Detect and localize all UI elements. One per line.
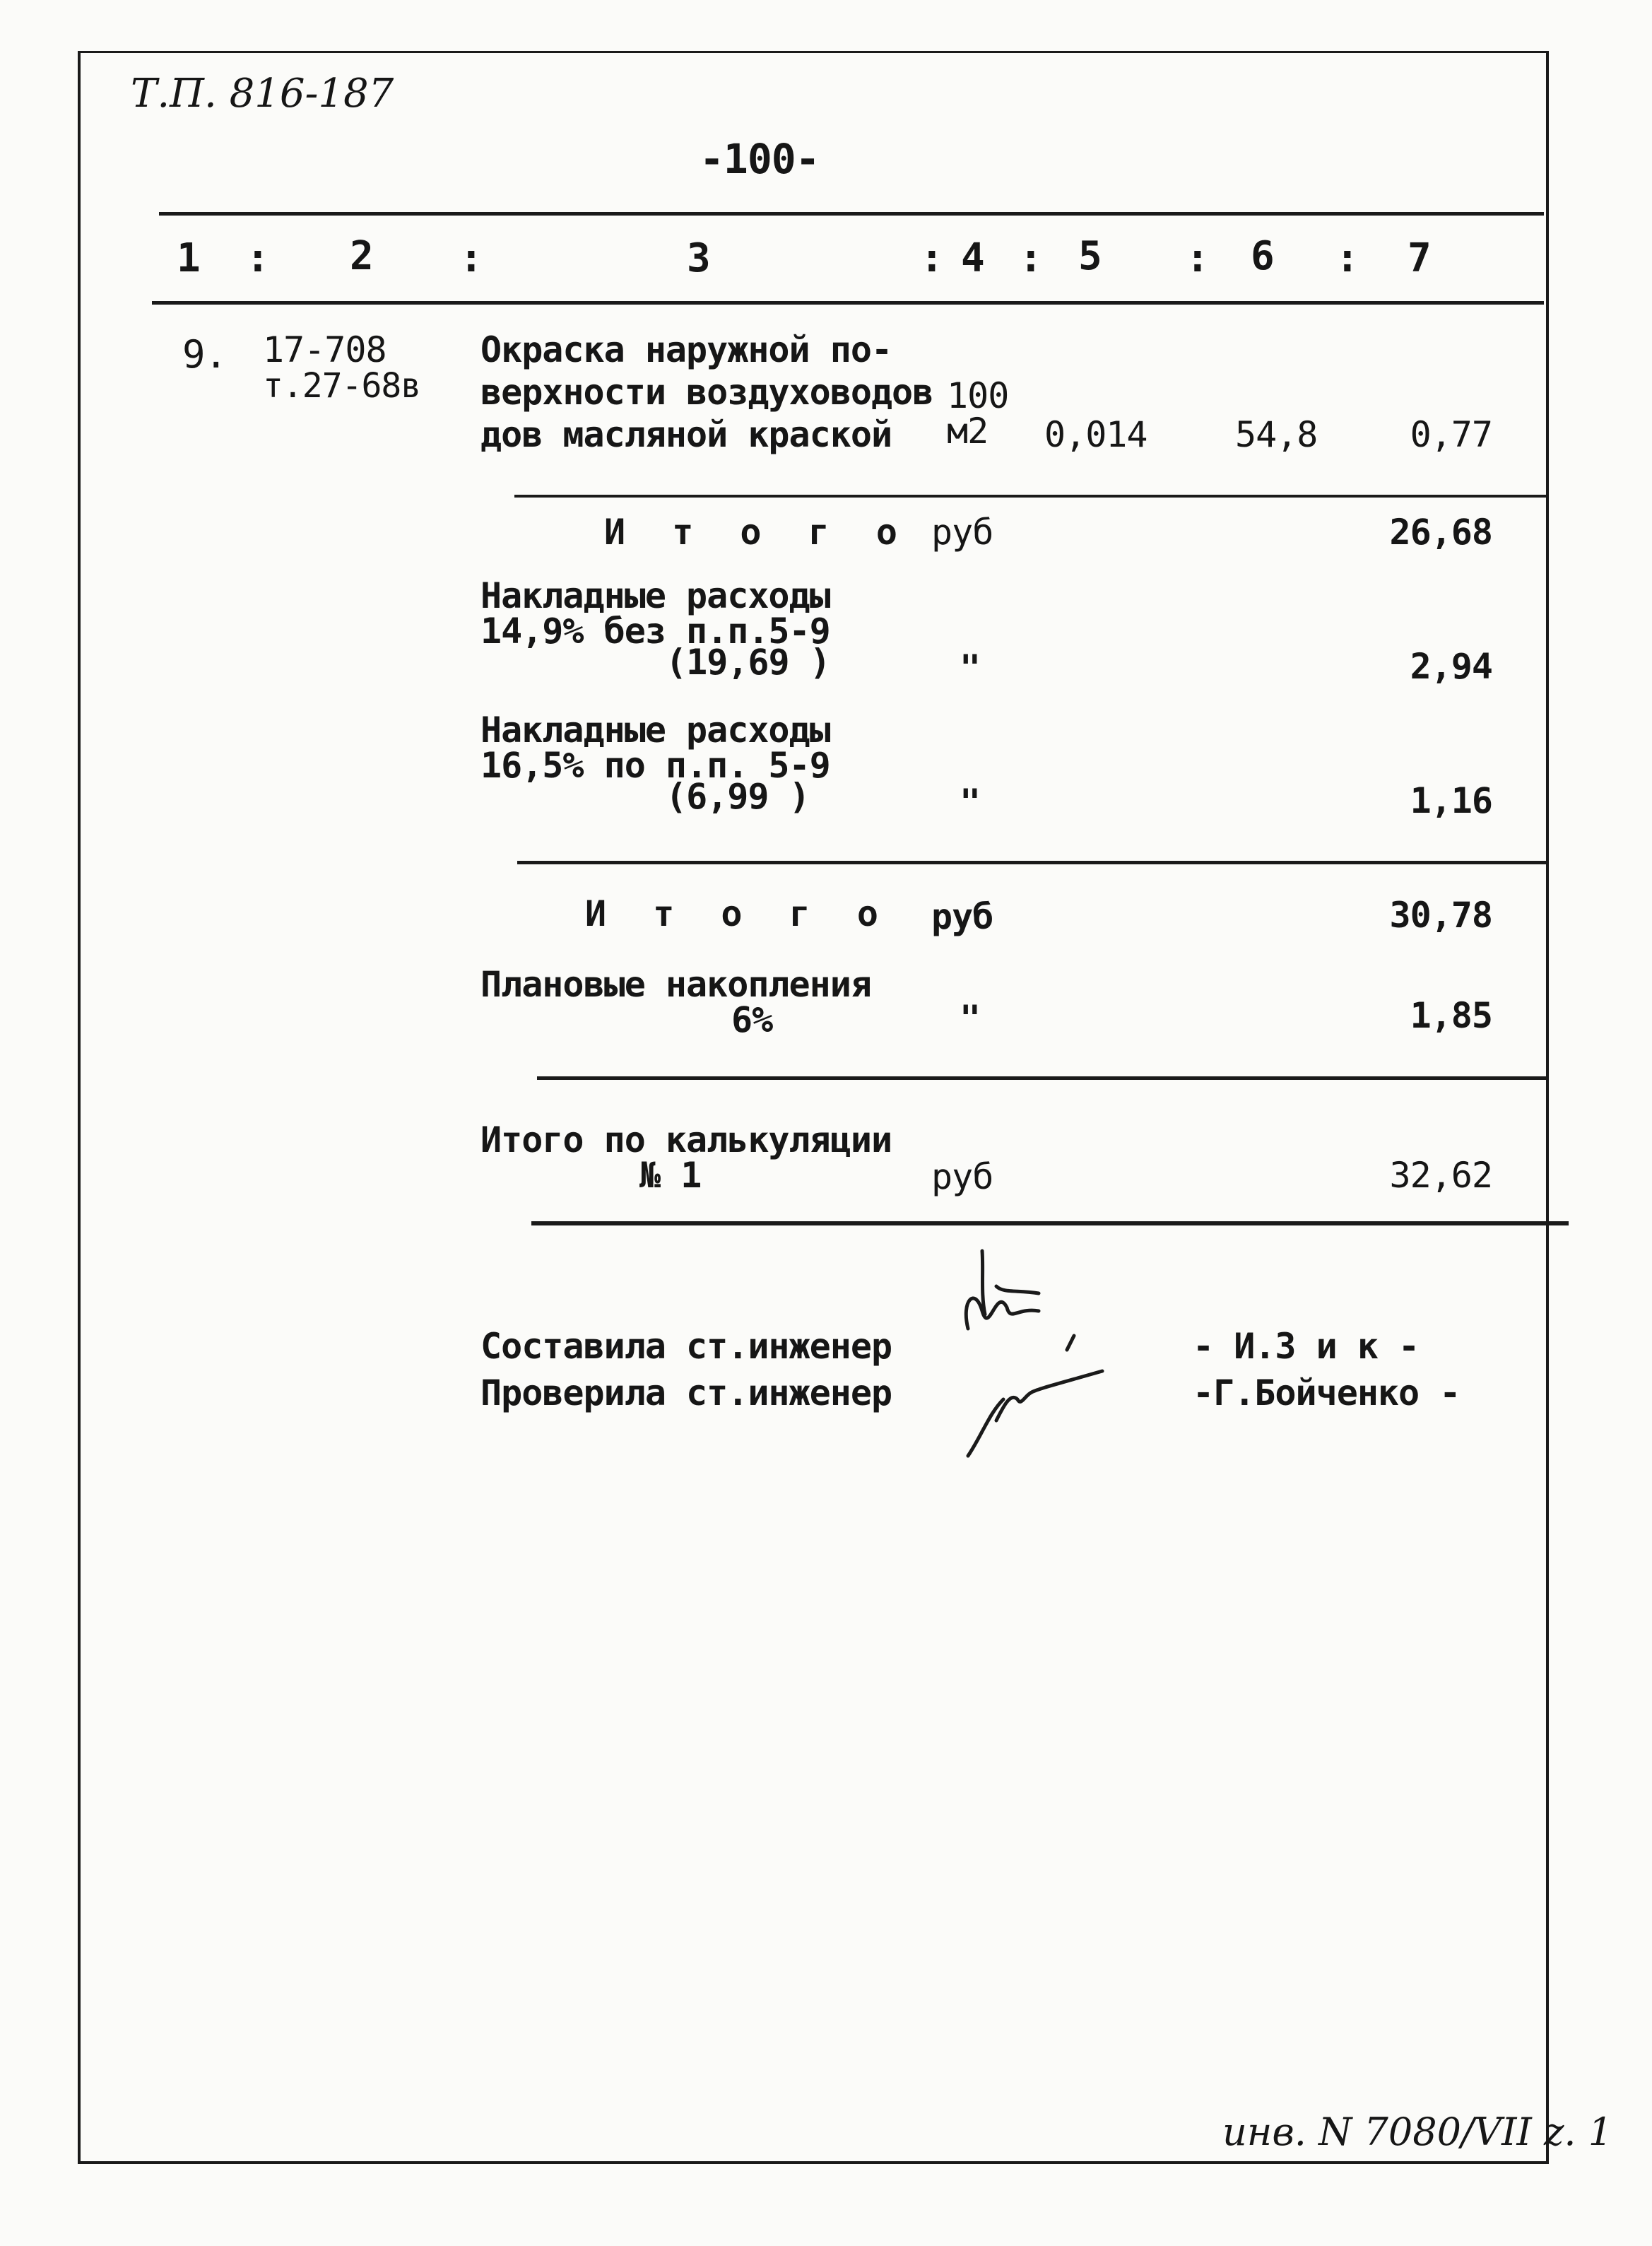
item-total: 0,77	[1410, 414, 1492, 455]
col-header-2: 2	[350, 233, 374, 279]
overhead-2-label3: (6,99 )	[666, 776, 810, 817]
col-sep-1: :	[246, 235, 270, 281]
subtotal-1-value: 26,68	[1389, 512, 1492, 553]
planned-label1: Плановые накопления	[480, 964, 871, 1005]
planned-value: 1,85	[1410, 995, 1492, 1036]
col-header-1: 1	[177, 235, 201, 281]
header-rule-top	[159, 212, 1544, 216]
grand-total-label2: № 1	[639, 1155, 702, 1196]
col-header-7: 7	[1408, 235, 1432, 281]
col-header-3: 3	[687, 235, 711, 281]
planned-unit: "	[960, 998, 981, 1039]
subtotal-2-label: И т о г о	[585, 893, 891, 934]
signature-checked-icon	[961, 1357, 1131, 1463]
page-number: -100-	[700, 135, 820, 183]
subtotal-1-unit: руб	[931, 512, 993, 553]
rule-after-planned	[537, 1076, 1546, 1080]
item-code-line2: т.27-68в	[263, 366, 421, 406]
rule-after-grand-total	[531, 1221, 1569, 1225]
doc-reference: Т.П. 816-187	[131, 71, 394, 117]
item-unit-line2: м2	[947, 411, 989, 452]
frame-bottom	[78, 2161, 1549, 2164]
overhead-1-label3: (19,69 )	[666, 642, 830, 683]
col-sep-5: :	[1186, 235, 1210, 281]
col-header-6: 6	[1251, 233, 1275, 279]
overhead-2-label1: Накладные расходы	[480, 710, 830, 751]
item-unit-line1: 100	[947, 375, 1009, 416]
overhead-1-value: 2,94	[1410, 646, 1492, 687]
rule-after-overheads	[517, 861, 1546, 864]
col-sep-4: :	[1019, 235, 1043, 281]
item-desc-line2: верхности воздуховодов	[480, 372, 933, 413]
header-rule-bottom	[152, 301, 1544, 305]
compiled-by-name: - И.З и к -	[1193, 1326, 1420, 1367]
item-quantity: 0,014	[1044, 414, 1147, 455]
checked-by-name: -Г.Бойченко -	[1193, 1372, 1461, 1413]
col-sep-2: :	[459, 235, 483, 281]
frame-right	[1546, 51, 1549, 2164]
overhead-2-value: 1,16	[1410, 780, 1492, 821]
item-price: 54,8	[1235, 414, 1318, 455]
col-sep-6: :	[1335, 235, 1359, 281]
col-header-5: 5	[1078, 233, 1102, 279]
item-desc-line1: Окраска наружной по-	[480, 329, 892, 370]
overhead-1-unit: "	[960, 647, 981, 688]
item-desc-line3: дов масляной краской	[480, 414, 892, 455]
col-header-4: 4	[961, 235, 985, 281]
compiled-by-role: Составила ст.инженер	[480, 1326, 892, 1367]
overhead-2-label2: 16,5% по п.п. 5-9	[480, 745, 830, 786]
subtotal-2-unit: руб	[931, 896, 993, 937]
checked-by-role: Проверила ст.инженер	[480, 1372, 892, 1413]
item-code-line1: 17-708	[263, 329, 387, 370]
rule-after-item	[514, 495, 1546, 498]
frame-top	[78, 51, 1549, 53]
overhead-1-label1: Накладные расходы	[480, 575, 830, 616]
overhead-1-label2: 14,9% без п.п.5-9	[480, 611, 830, 652]
subtotal-2-value: 30,78	[1389, 895, 1492, 936]
planned-label2: 6%	[731, 999, 773, 1040]
item-number: 9.	[182, 332, 228, 377]
grand-total-value: 32,62	[1389, 1155, 1492, 1196]
grand-total-unit: руб	[931, 1156, 993, 1197]
grand-total-label1: Итого по калькуляции	[480, 1119, 892, 1160]
subtotal-1-label: И т о г о	[604, 512, 910, 553]
col-sep-3: :	[920, 235, 944, 281]
overhead-2-unit: "	[960, 782, 981, 823]
frame-left	[78, 51, 81, 2164]
inventory-note: инв. N 7080/VII z. 1	[1222, 2110, 1613, 2154]
